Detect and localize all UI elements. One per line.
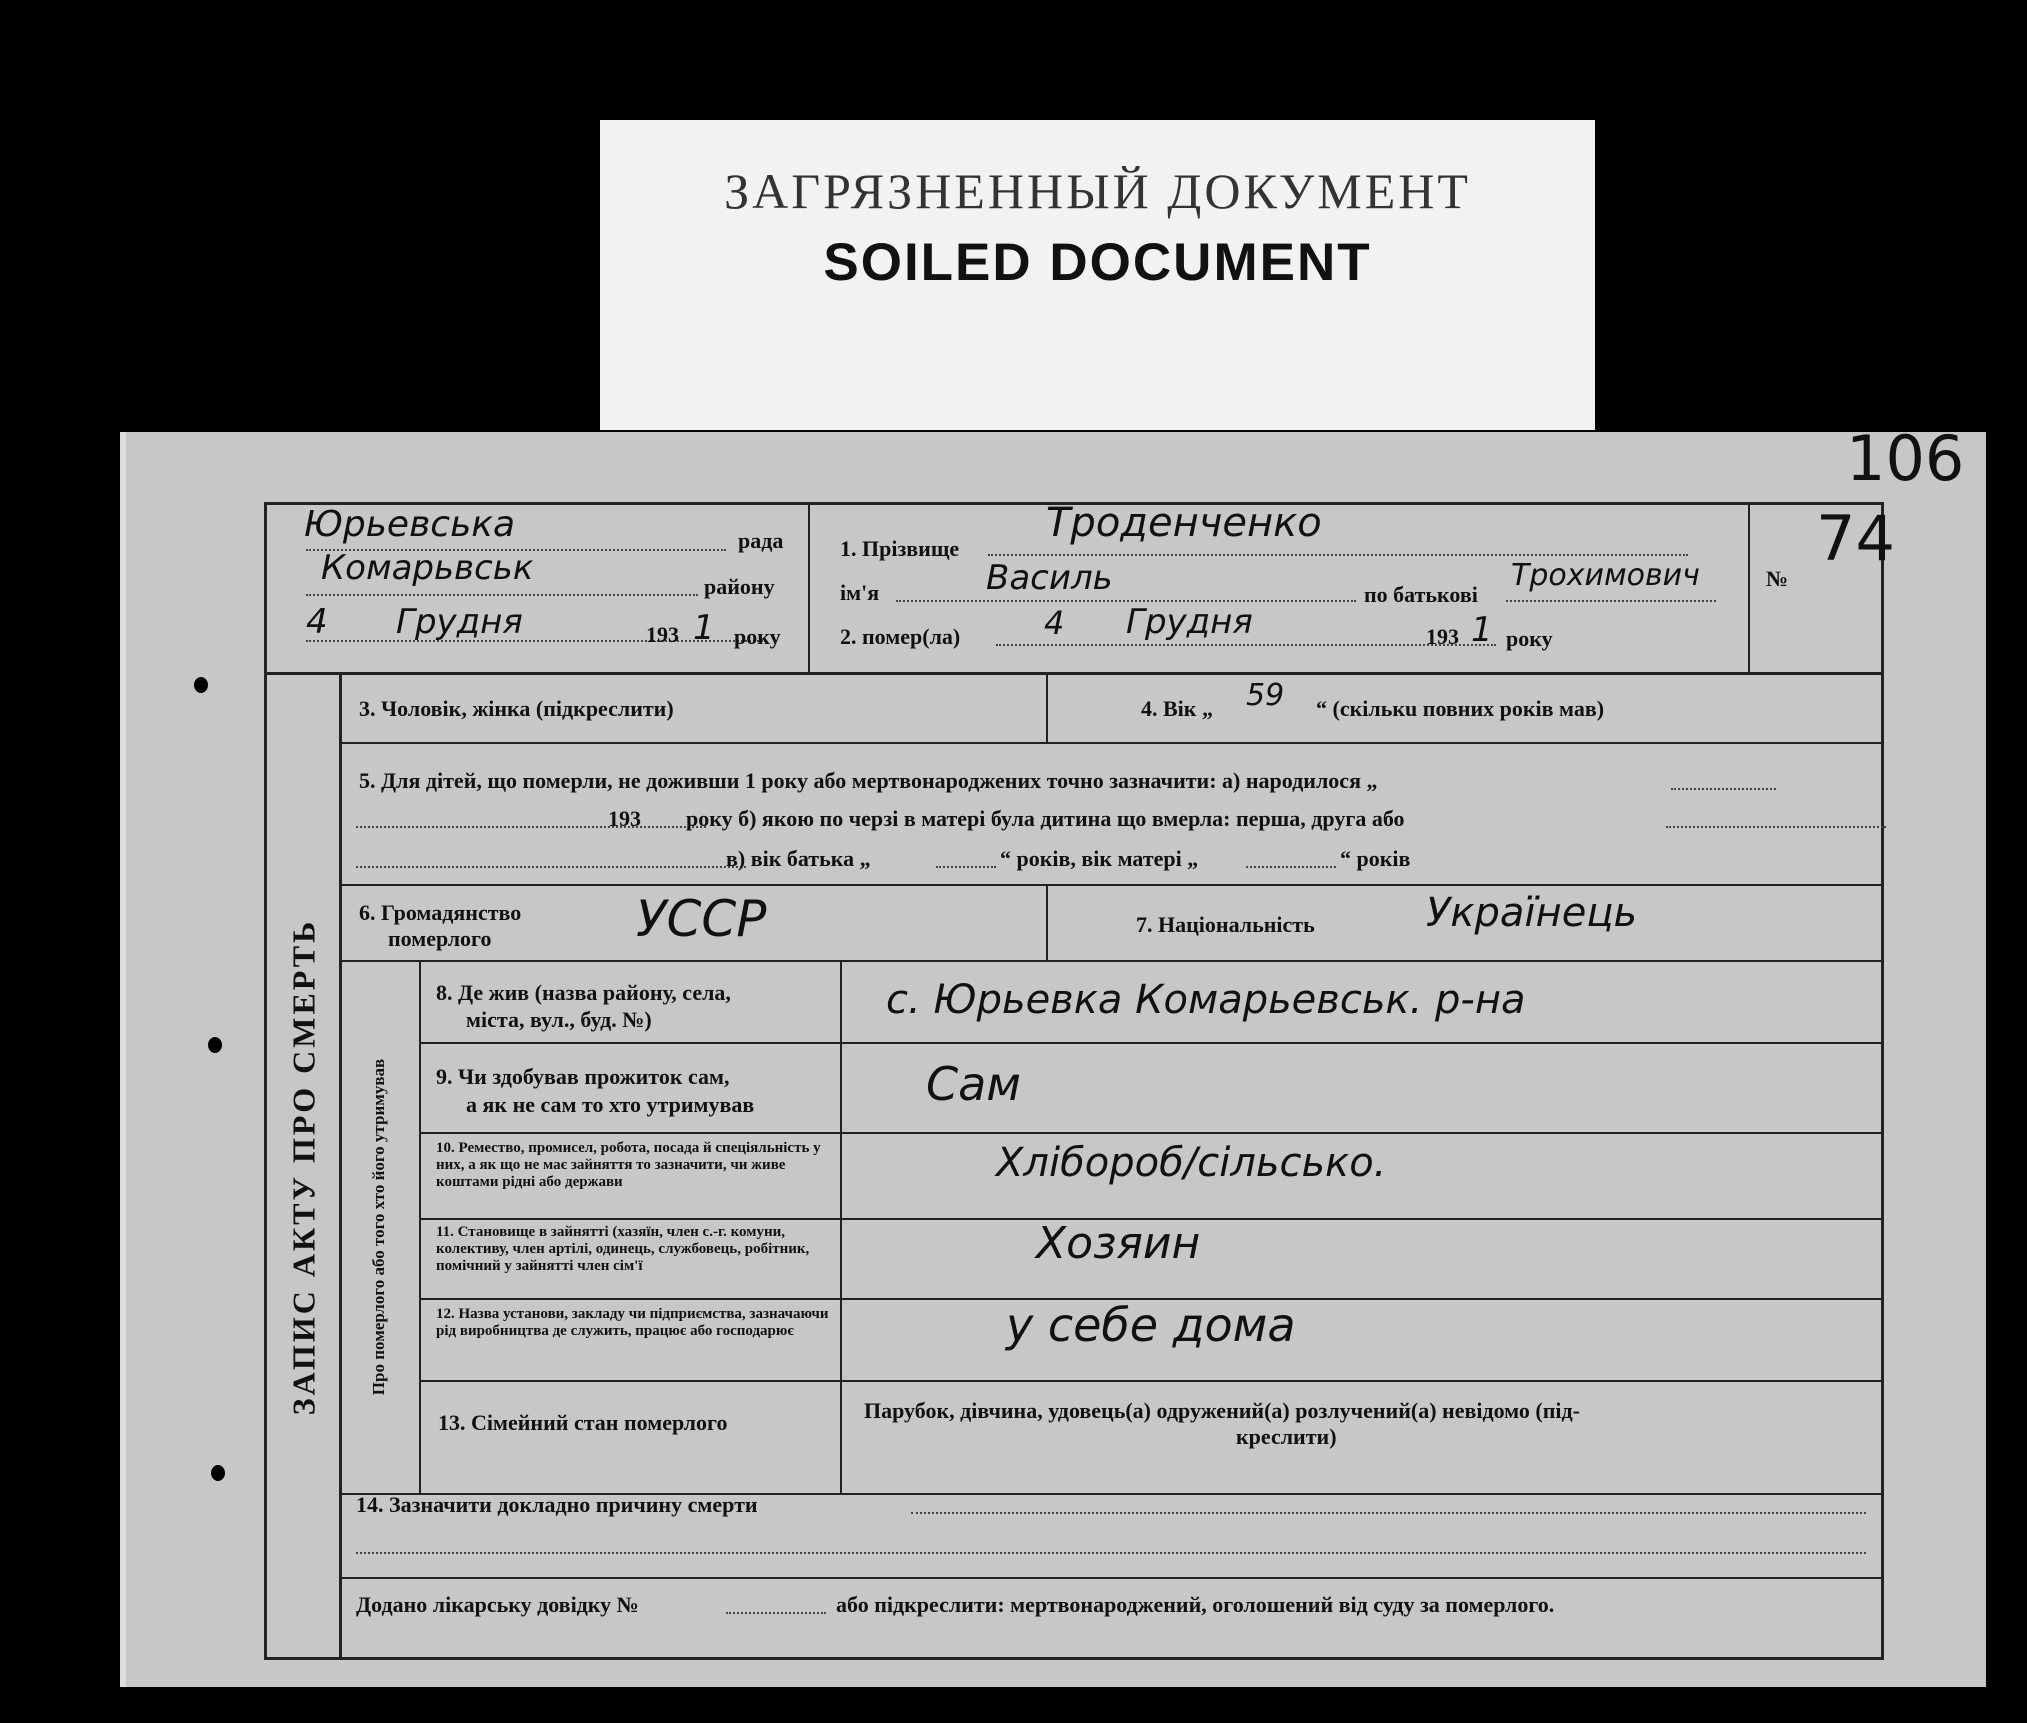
punch-hole xyxy=(208,1037,222,1053)
rayon-label: району xyxy=(704,574,775,599)
death-record-card xyxy=(120,422,1986,1687)
footer-certificate-label: Додано лікарську довідку № xyxy=(356,1592,639,1617)
death-day: 4 xyxy=(1044,604,1065,642)
page-number: 106 xyxy=(1846,422,1965,495)
position-value: Хозяин xyxy=(1036,1218,1201,1269)
label-russian: ЗАГРЯЗНЕННЫЙ ДОКУМЕНТ xyxy=(724,163,1471,219)
death-month: Грудня xyxy=(1126,602,1253,642)
residence-value: с. Юрьевка Комарьевськ. р-на xyxy=(886,977,1526,1023)
field-10-label: 10. Ремество, промисел, робота, посада й спеціяльність у них, а як що не має зайняття то зазначити, чи живе коштами рідні або держави xyxy=(436,1140,821,1190)
number-label: № xyxy=(1766,566,1789,591)
number-value: 74 xyxy=(1816,502,1895,575)
death-label: 2. помер(ла) xyxy=(840,624,961,649)
field-5-line2: року б) якою по черзі в матері була дитина що вмерла: перша, друга або xyxy=(686,806,1405,831)
field-14-label: 14. Зазначити докладно причину смерти xyxy=(356,1492,758,1517)
field-9-line2: а як не сам то хто утримував xyxy=(466,1092,755,1117)
support-value: Сам xyxy=(926,1057,1022,1111)
field-6-line1: 6. Громадянство xyxy=(359,900,522,925)
field-5-line1: 5. Для дітей, що померли, не доживши 1 року або мертвонароджених точно зазначити: а) народилося „ xyxy=(359,768,1378,793)
field-12-label: 12. Назва установи, закладу чи підприємства, зазначаючи рід виробництва де служить, працює або господарює xyxy=(436,1306,829,1339)
reg-day: 4 xyxy=(306,602,328,642)
field-5-line3c: “ років xyxy=(1340,846,1411,871)
reg-month: Грудня xyxy=(396,602,523,642)
field-13-options-line1: Парубок, дівчина, удовець(а) одружений(а) розлучений(а) невідомо (під- xyxy=(864,1398,1580,1423)
field-5-year-prefix: 193 xyxy=(608,806,641,831)
reg-year-label: року xyxy=(734,624,781,649)
occupation-value: Хлібороб/сільсько. xyxy=(996,1140,1387,1186)
side-title: ЗАПИС АКТУ ПРО СМЕРТЬ xyxy=(285,918,322,1416)
punch-hole xyxy=(194,677,208,693)
patronymic-label: по батькові xyxy=(1364,582,1478,607)
rayon-value: Комарьвськ xyxy=(321,548,534,588)
surname-value: Троденченко xyxy=(1046,500,1322,546)
surname-label: 1. Прізвище xyxy=(840,536,960,561)
group-label: Про померлого або того хто його утримував xyxy=(369,1058,388,1396)
rada-value: Юрьевська xyxy=(304,504,516,545)
label-english: SOILED DOCUMENT xyxy=(823,233,1372,292)
field-13-label: 13. Сімейний стан померлого xyxy=(438,1410,728,1435)
field-13-options-line2: креслити) xyxy=(1236,1424,1337,1449)
death-year-label: року xyxy=(1506,626,1553,651)
reg-year-digit: 1 xyxy=(693,608,715,648)
field-4-prefix: 4. Вік „ xyxy=(1141,696,1213,721)
reg-year-prefix: 193 xyxy=(646,622,679,647)
punch-hole xyxy=(211,1465,225,1481)
patronymic-value: Трохимович xyxy=(1511,558,1700,593)
name-label: ім'я xyxy=(840,580,880,605)
death-year-prefix: 193 xyxy=(1426,624,1459,649)
footer-stillborn-label: або підкреслити: мертвонароджений, оголошений від суду за померлого. xyxy=(836,1592,1555,1617)
field-9-line1: 9. Чи здобував прожиток сам, xyxy=(436,1064,730,1089)
field-5-line3: в) вік батька „ xyxy=(726,846,871,871)
rada-label: рада xyxy=(738,528,784,553)
field-11-label: 11. Становище в зайнятті (хазяїн, член с.-г. комуни, колективу, член артілі, одинець, службовець, робітник, помічний у зайнятті член сім'ї xyxy=(436,1224,810,1274)
death-year-digit: 1 xyxy=(1471,610,1493,650)
field-8-line1: 8. Де жив (назва району, села, xyxy=(436,980,731,1005)
soiled-document-label xyxy=(600,120,1595,430)
workplace-value: у себе дома xyxy=(1006,1298,1296,1352)
name-value: Василь xyxy=(986,558,1113,598)
field-8-line2: міста, вул., буд. №) xyxy=(466,1007,652,1032)
citizenship-value: УССР xyxy=(636,890,767,948)
field-5-line3b: “ років, вік матері „ xyxy=(1000,846,1199,871)
field-7-label: 7. Національність xyxy=(1136,912,1315,937)
field-6-line2: померлого xyxy=(388,926,492,951)
nationality-value: Українець xyxy=(1426,890,1638,936)
field-3-sex: 3. Чоловік, жінка (підкреслити) xyxy=(359,696,674,721)
field-4-suffix: “ (скількu повних років мав) xyxy=(1316,696,1605,721)
age-value: 59 xyxy=(1246,678,1285,713)
